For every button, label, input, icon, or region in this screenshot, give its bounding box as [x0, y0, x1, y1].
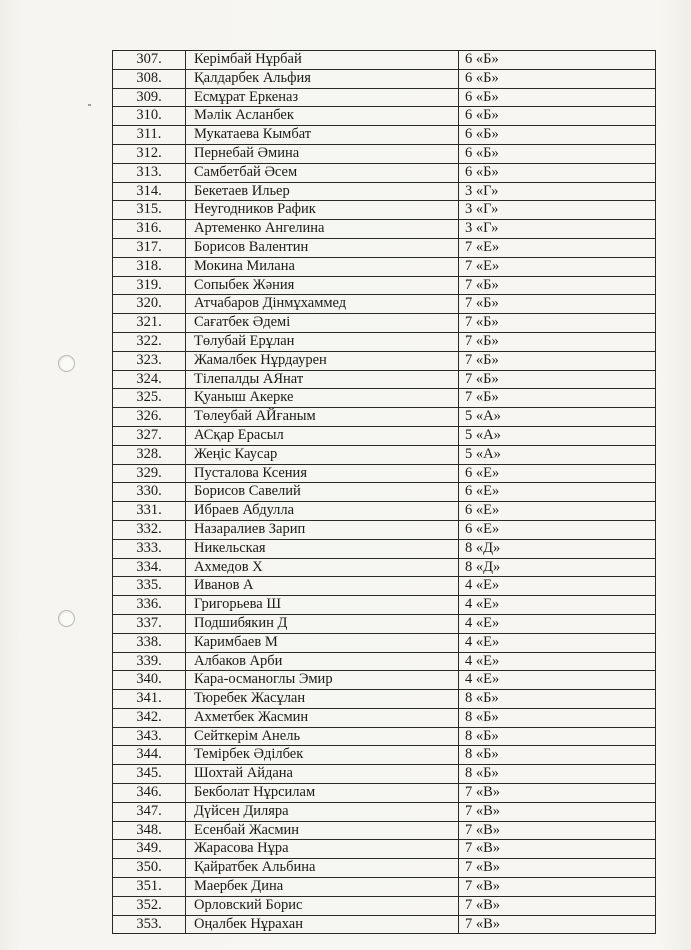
scan-speck — [88, 104, 91, 106]
class-grade: 6 «Б» — [459, 126, 656, 145]
class-grade: 7 «В» — [459, 784, 656, 803]
table-row — [113, 426, 656, 445]
table-row — [113, 840, 656, 859]
table-row — [113, 464, 656, 483]
row-number: 353. — [113, 915, 186, 934]
punch-hole-bottom — [58, 610, 75, 627]
student-name: Тюребек Жасұлан — [186, 690, 459, 709]
table-row — [113, 558, 656, 577]
table-row — [113, 539, 656, 558]
class-grade: 8 «Д» — [459, 539, 656, 558]
student-name: Бекболат Нұрсилам — [186, 784, 459, 803]
class-grade: 6 «Б» — [459, 163, 656, 182]
student-name: Пернебай Әмина — [186, 144, 459, 163]
row-number: 311. — [113, 126, 186, 145]
student-name: Есенбай Жасмин — [186, 821, 459, 840]
student-name: Сопыбек Жәния — [186, 276, 459, 295]
row-number: 331. — [113, 502, 186, 521]
class-grade: 6 «Е» — [459, 520, 656, 539]
class-grade: 5 «А» — [459, 426, 656, 445]
table-row — [113, 577, 656, 596]
class-grade: 3 «Г» — [459, 201, 656, 220]
row-number: 326. — [113, 408, 186, 427]
student-name: Назаралиев Зарип — [186, 520, 459, 539]
student-name: Мәлік Асланбек — [186, 107, 459, 126]
table-row — [113, 107, 656, 126]
class-grade: 3 «Г» — [459, 220, 656, 239]
class-grade: 5 «А» — [459, 445, 656, 464]
row-number: 344. — [113, 746, 186, 765]
row-number: 337. — [113, 614, 186, 633]
row-number: 319. — [113, 276, 186, 295]
class-grade: 8 «Б» — [459, 690, 656, 709]
class-grade: 6 «Б» — [459, 51, 656, 70]
row-number: 333. — [113, 539, 186, 558]
row-number: 323. — [113, 351, 186, 370]
row-number: 334. — [113, 558, 186, 577]
table-row — [113, 220, 656, 239]
student-name: Есмұрат Еркеназ — [186, 88, 459, 107]
class-grade: 4 «Е» — [459, 652, 656, 671]
row-number: 309. — [113, 88, 186, 107]
table-row — [113, 351, 656, 370]
table-row — [113, 690, 656, 709]
row-number: 332. — [113, 520, 186, 539]
table-row — [113, 652, 656, 671]
student-name: Ахметбек Жасмин — [186, 708, 459, 727]
class-grade: 4 «Е» — [459, 614, 656, 633]
table-row — [113, 51, 656, 70]
student-name: Кара-османоглы Эмир — [186, 671, 459, 690]
class-grade: 7 «В» — [459, 915, 656, 934]
student-name: Төлубай Ерұлан — [186, 332, 459, 351]
row-number: 327. — [113, 426, 186, 445]
row-number: 347. — [113, 802, 186, 821]
class-grade: 7 «В» — [459, 821, 656, 840]
class-grade: 8 «Б» — [459, 708, 656, 727]
student-name: Артеменко Ангелина — [186, 220, 459, 239]
table-row — [113, 370, 656, 389]
student-name: Қуаныш Акерке — [186, 389, 459, 408]
table-row — [113, 201, 656, 220]
class-grade: 7 «Б» — [459, 314, 656, 333]
student-name: Борисов Савелий — [186, 483, 459, 502]
row-number: 336. — [113, 596, 186, 615]
table-row — [113, 915, 656, 934]
class-grade: 7 «В» — [459, 859, 656, 878]
row-number: 312. — [113, 144, 186, 163]
student-name: Никельская — [186, 539, 459, 558]
row-number: 308. — [113, 69, 186, 88]
student-name: Бекетаев Ильер — [186, 182, 459, 201]
class-grade: 7 «В» — [459, 878, 656, 897]
row-number: 325. — [113, 389, 186, 408]
row-number: 349. — [113, 840, 186, 859]
student-name: Төлеубай АЙғаным — [186, 408, 459, 427]
class-grade: 6 «Б» — [459, 107, 656, 126]
row-number: 318. — [113, 257, 186, 276]
row-number: 329. — [113, 464, 186, 483]
student-name: Неугодников Рафик — [186, 201, 459, 220]
roster-body — [113, 51, 656, 934]
class-grade: 4 «Е» — [459, 633, 656, 652]
class-grade: 6 «Б» — [459, 88, 656, 107]
row-number: 321. — [113, 314, 186, 333]
table-row — [113, 859, 656, 878]
class-grade: 7 «В» — [459, 802, 656, 821]
student-name: Каримбаев М — [186, 633, 459, 652]
student-name: Жеңіс Каусар — [186, 445, 459, 464]
table-row — [113, 784, 656, 803]
student-name: Пусталова Ксения — [186, 464, 459, 483]
table-row — [113, 520, 656, 539]
student-name: Подшибякин Д — [186, 614, 459, 633]
table-row — [113, 144, 656, 163]
student-name: Жарасова Нұра — [186, 840, 459, 859]
table-row — [113, 483, 656, 502]
class-grade: 3 «Г» — [459, 182, 656, 201]
student-roster-table — [112, 50, 656, 934]
student-name: Темірбек Әділбек — [186, 746, 459, 765]
table-row — [113, 896, 656, 915]
row-number: 352. — [113, 896, 186, 915]
class-grade: 6 «Е» — [459, 464, 656, 483]
class-grade: 7 «Е» — [459, 257, 656, 276]
row-number: 338. — [113, 633, 186, 652]
row-number: 316. — [113, 220, 186, 239]
class-grade: 7 «Б» — [459, 370, 656, 389]
row-number: 310. — [113, 107, 186, 126]
table-row — [113, 746, 656, 765]
student-name: Керімбай Нұрбай — [186, 51, 459, 70]
table-row — [113, 614, 656, 633]
table-row — [113, 69, 656, 88]
class-grade: 7 «Б» — [459, 389, 656, 408]
row-number: 351. — [113, 878, 186, 897]
class-grade: 5 «А» — [459, 408, 656, 427]
table-row — [113, 238, 656, 257]
table-row — [113, 389, 656, 408]
row-number: 350. — [113, 859, 186, 878]
row-number: 315. — [113, 201, 186, 220]
student-name: Григорьева Ш — [186, 596, 459, 615]
row-number: 322. — [113, 332, 186, 351]
student-name: Тілепалды АЯнат — [186, 370, 459, 389]
row-number: 317. — [113, 238, 186, 257]
table-row — [113, 708, 656, 727]
table-row — [113, 163, 656, 182]
student-name: Дүйсен Диляра — [186, 802, 459, 821]
row-number: 307. — [113, 51, 186, 70]
class-grade: 8 «Б» — [459, 746, 656, 765]
student-name: Оңалбек Нұрахан — [186, 915, 459, 934]
class-grade: 8 «Б» — [459, 727, 656, 746]
student-name: Атчабаров Дінмұхаммед — [186, 295, 459, 314]
table-row — [113, 126, 656, 145]
class-grade: 8 «Б» — [459, 765, 656, 784]
table-row — [113, 408, 656, 427]
table-row — [113, 596, 656, 615]
student-name: Орловский Борис — [186, 896, 459, 915]
table-row — [113, 821, 656, 840]
row-number: 330. — [113, 483, 186, 502]
class-grade: 4 «Е» — [459, 577, 656, 596]
row-number: 341. — [113, 690, 186, 709]
row-number: 346. — [113, 784, 186, 803]
student-name: Сейткерім Анель — [186, 727, 459, 746]
table-row — [113, 765, 656, 784]
student-name: Ахмедов Х — [186, 558, 459, 577]
class-grade: 6 «Е» — [459, 502, 656, 521]
class-grade: 6 «Е» — [459, 483, 656, 502]
student-name: Шохтай Айдана — [186, 765, 459, 784]
row-number: 335. — [113, 577, 186, 596]
class-grade: 7 «Б» — [459, 332, 656, 351]
row-number: 314. — [113, 182, 186, 201]
student-name: Мукатаева Кымбат — [186, 126, 459, 145]
table-row — [113, 257, 656, 276]
student-name: Самбетбай Әсем — [186, 163, 459, 182]
row-number: 328. — [113, 445, 186, 464]
class-grade: 7 «Б» — [459, 276, 656, 295]
table-row — [113, 802, 656, 821]
table-row — [113, 314, 656, 333]
class-grade: 4 «Е» — [459, 671, 656, 690]
row-number: 320. — [113, 295, 186, 314]
table-row — [113, 295, 656, 314]
row-number: 339. — [113, 652, 186, 671]
student-name: Қалдарбек Альфия — [186, 69, 459, 88]
class-grade: 7 «Б» — [459, 351, 656, 370]
student-name: Сағатбек Әдемі — [186, 314, 459, 333]
class-grade: 4 «Е» — [459, 596, 656, 615]
student-name: Иванов А — [186, 577, 459, 596]
row-number: 324. — [113, 370, 186, 389]
table-row — [113, 276, 656, 295]
row-number: 343. — [113, 727, 186, 746]
student-name: Мокина Милана — [186, 257, 459, 276]
class-grade: 7 «Е» — [459, 238, 656, 257]
row-number: 342. — [113, 708, 186, 727]
class-grade: 6 «Б» — [459, 144, 656, 163]
punch-hole-top — [58, 355, 75, 372]
student-name: Қайратбек Альбина — [186, 859, 459, 878]
table-row — [113, 878, 656, 897]
student-name: Борисов Валентин — [186, 238, 459, 257]
table-row — [113, 332, 656, 351]
table-row — [113, 88, 656, 107]
student-name: АСқар Ерасыл — [186, 426, 459, 445]
row-number: 348. — [113, 821, 186, 840]
table-row — [113, 727, 656, 746]
class-grade: 7 «Б» — [459, 295, 656, 314]
student-name: Маербек Дина — [186, 878, 459, 897]
row-number: 313. — [113, 163, 186, 182]
student-name: Жамалбек Нұрдаурен — [186, 351, 459, 370]
class-grade: 8 «Д» — [459, 558, 656, 577]
student-name: Ибраев Абдулла — [186, 502, 459, 521]
table-row — [113, 671, 656, 690]
table-row — [113, 182, 656, 201]
row-number: 345. — [113, 765, 186, 784]
table-row — [113, 633, 656, 652]
class-grade: 6 «Б» — [459, 69, 656, 88]
class-grade: 7 «В» — [459, 896, 656, 915]
student-name: Албаков Арби — [186, 652, 459, 671]
row-number: 340. — [113, 671, 186, 690]
class-grade: 7 «В» — [459, 840, 656, 859]
table-row — [113, 502, 656, 521]
table-row — [113, 445, 656, 464]
